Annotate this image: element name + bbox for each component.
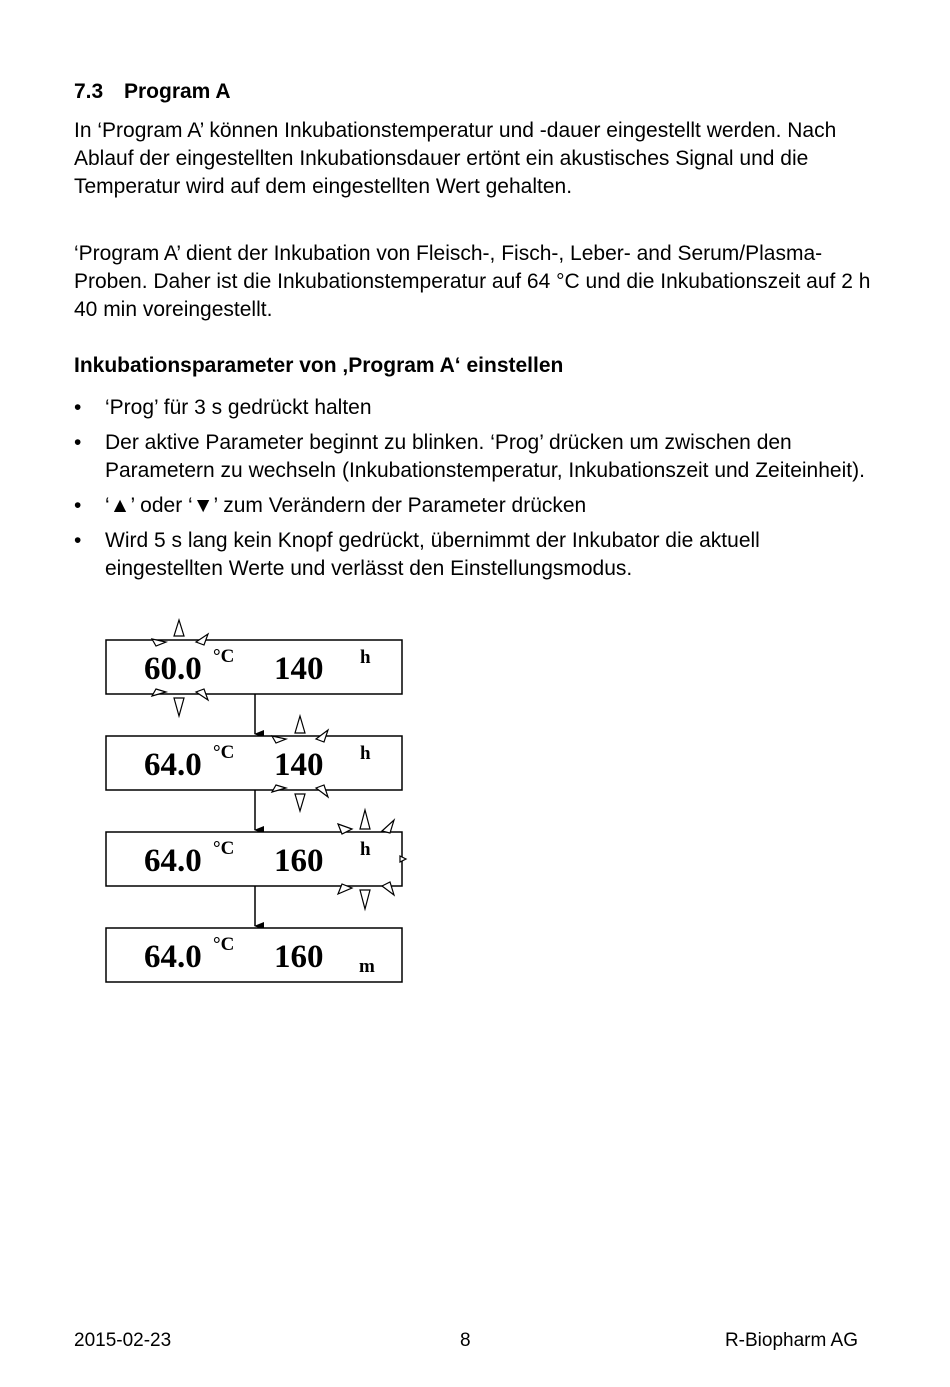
display-3-time-unit: h	[360, 839, 371, 860]
display-1-time-unit: h	[360, 647, 371, 668]
display-3-unit: °C	[213, 838, 235, 859]
list-item: • ‘▲’ oder ‘▼’ zum Verändern der Parameter drücken	[74, 492, 874, 520]
display-1-time: 140	[274, 651, 324, 687]
list-item: • ‘Prog’ für 3 s gedrückt halten	[74, 394, 874, 422]
instruction-list	[74, 394, 874, 590]
display-sequence-diagram	[100, 612, 440, 992]
section-number: 7.3	[74, 80, 104, 103]
display-4-time: 160	[274, 939, 324, 975]
list-item: • Der aktive Parameter beginnt zu blinken. ‘Prog’ drücken um zwischen den Parametern zu wechseln (Inkubationstemperatur, Inkubationszeit und Zeiteinheit).	[74, 429, 874, 485]
display-2-unit: °C	[213, 742, 235, 763]
list-item: • Wird 5 s lang kein Knopf gedrückt, übernimmt der Inkubator die aktuell eingestellten Werte und verlässt den Einstellungsmodus.	[74, 527, 874, 583]
purpose-paragraph: ‘Program A’ dient der Inkubation von Fleisch-, Fisch-, Leber- and Serum/Plasma-Proben. Daher ist die Inkubationstemperatur auf 64 °C und die Inkubationszeit auf 2 h 40 min voreingestellt.	[74, 242, 871, 321]
display-2-time-unit: h	[360, 743, 371, 764]
display-sequence-svg	[100, 612, 440, 992]
display-2-time: 140	[274, 747, 324, 783]
display-4-time-unit: m	[359, 956, 375, 977]
display-4-temp: 64.0	[144, 939, 202, 975]
footer-page-number: 8	[460, 1330, 471, 1351]
display-1-temp: 60.0	[144, 651, 202, 687]
subheading: Inkubationsparameter von ‚Program A‘ einstellen	[74, 354, 564, 377]
intro-paragraph: In ‘Program A’ können Inkubationstemperatur und -dauer eingestellt werden. Nach Ablauf der eingestellten Inkubationsdauer ertönt ein akustisches Signal und die Temperatur wird auf dem eingestellten Wert gehalten.	[74, 119, 837, 198]
display-3-temp: 64.0	[144, 843, 202, 879]
footer-date: 2015-02-23	[74, 1330, 172, 1351]
display-4-unit: °C	[213, 934, 235, 955]
display-2-temp: 64.0	[144, 747, 202, 783]
display-1-unit: °C	[213, 646, 235, 667]
footer-company: R-Biopharm AG	[724, 1330, 858, 1351]
section-heading	[74, 80, 231, 104]
section-title: Program A	[124, 80, 231, 103]
display-3-time: 160	[274, 843, 324, 879]
